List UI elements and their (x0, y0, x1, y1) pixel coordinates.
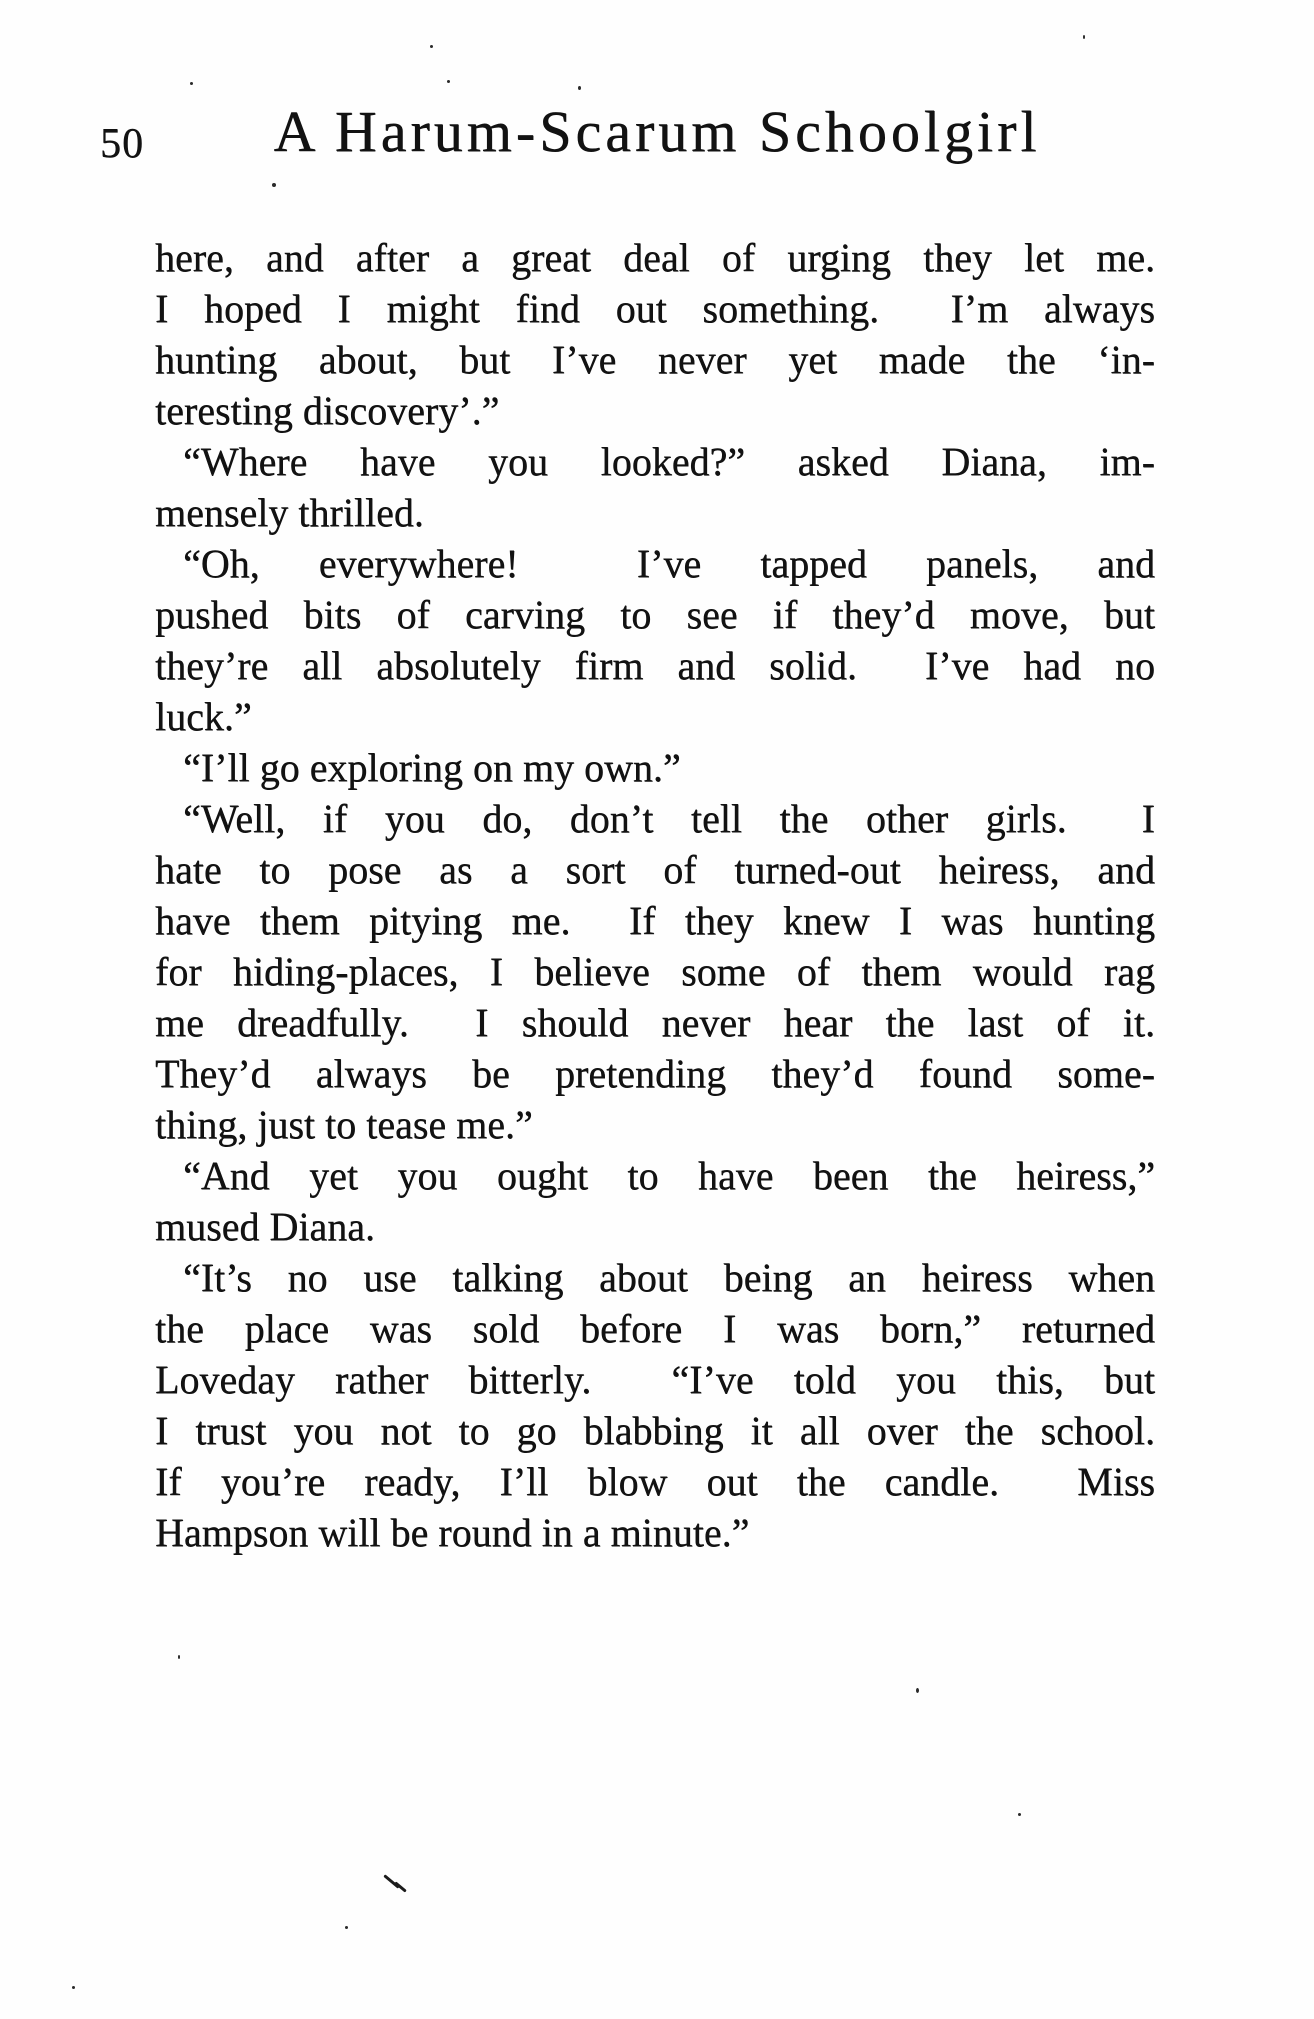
dust-speck (916, 1688, 919, 1693)
text-line: they’re all absolutely firm and solid. I’ve had no (155, 643, 1155, 688)
text-line: “It’s no use talking about being an heiress when (183, 1255, 1155, 1300)
dust-speck (72, 1986, 75, 1989)
text-line: They’d always be pretending they’d found some- (155, 1051, 1155, 1096)
text-line: Loveday rather bitterly. “I’ve told you this, but (155, 1357, 1155, 1402)
dust-speck (430, 45, 433, 48)
paragraph (155, 793, 1155, 1150)
text-line: luck.” (155, 694, 252, 739)
dust-speck (178, 1655, 180, 1659)
page-number: 50 (100, 121, 144, 167)
dust-speck (272, 183, 276, 187)
text-line: I hoped I might find out something. I’m always (155, 286, 1155, 331)
text-line: “And yet you ought to have been the heiress,” (183, 1153, 1155, 1198)
text-line: pushed bits of carving to see if they’d move, but (155, 592, 1155, 637)
text-line: the place was sold before I was born,” returned (155, 1306, 1155, 1351)
text-line: me dreadfully. I should never hear the last of it. (155, 1000, 1155, 1045)
paragraph (155, 232, 1155, 436)
text-line: thing, just to tease me.” (155, 1102, 533, 1147)
text-line: have them pitying me. If they knew I was hunting (155, 898, 1155, 943)
dust-speck (578, 86, 581, 90)
text-line: I trust you not to go blabbing it all over the school. (155, 1408, 1155, 1453)
text-line: here, and after a great deal of urging they let me. (155, 235, 1155, 280)
text-line: hate to pose as a sort of turned-out heiress, and (155, 847, 1155, 892)
text-line: hunting about, but I’ve never yet made the ‘in- (155, 337, 1155, 382)
dust-speck (345, 1926, 348, 1929)
dust-speck (1083, 35, 1085, 39)
paragraph (155, 1150, 1155, 1252)
paragraph (155, 1252, 1155, 1558)
dust-speck (1018, 1813, 1021, 1816)
text-line: mensely thrilled. (155, 490, 424, 535)
page-title: A Harum-Scarum Schoolgirl (273, 99, 1041, 164)
text-line: “Oh, everywhere! I’ve tapped panels, and (183, 541, 1155, 586)
page-body-text (155, 232, 1155, 1558)
text-line: for hiding-places, I believe some of them would rag (155, 949, 1155, 994)
dust-speck (190, 82, 193, 85)
text-line: “I’ll go exploring on my own.” (183, 745, 681, 790)
text-line: “Well, if you do, don’t tell the other girls. I (183, 796, 1155, 841)
page-header (0, 98, 1314, 188)
paragraph (155, 742, 1155, 793)
dust-speck (447, 80, 450, 83)
text-line: mused Diana. (155, 1204, 375, 1249)
text-line: Hampson will be round in a minute.” (155, 1510, 750, 1555)
text-line: teresting discovery’.” (155, 388, 500, 433)
paragraph (155, 436, 1155, 538)
text-line: If you’re ready, I’ll blow out the candle. Miss (155, 1459, 1155, 1504)
paragraph (155, 538, 1155, 742)
text-line: “Where have you looked?” asked Diana, im- (183, 439, 1155, 484)
